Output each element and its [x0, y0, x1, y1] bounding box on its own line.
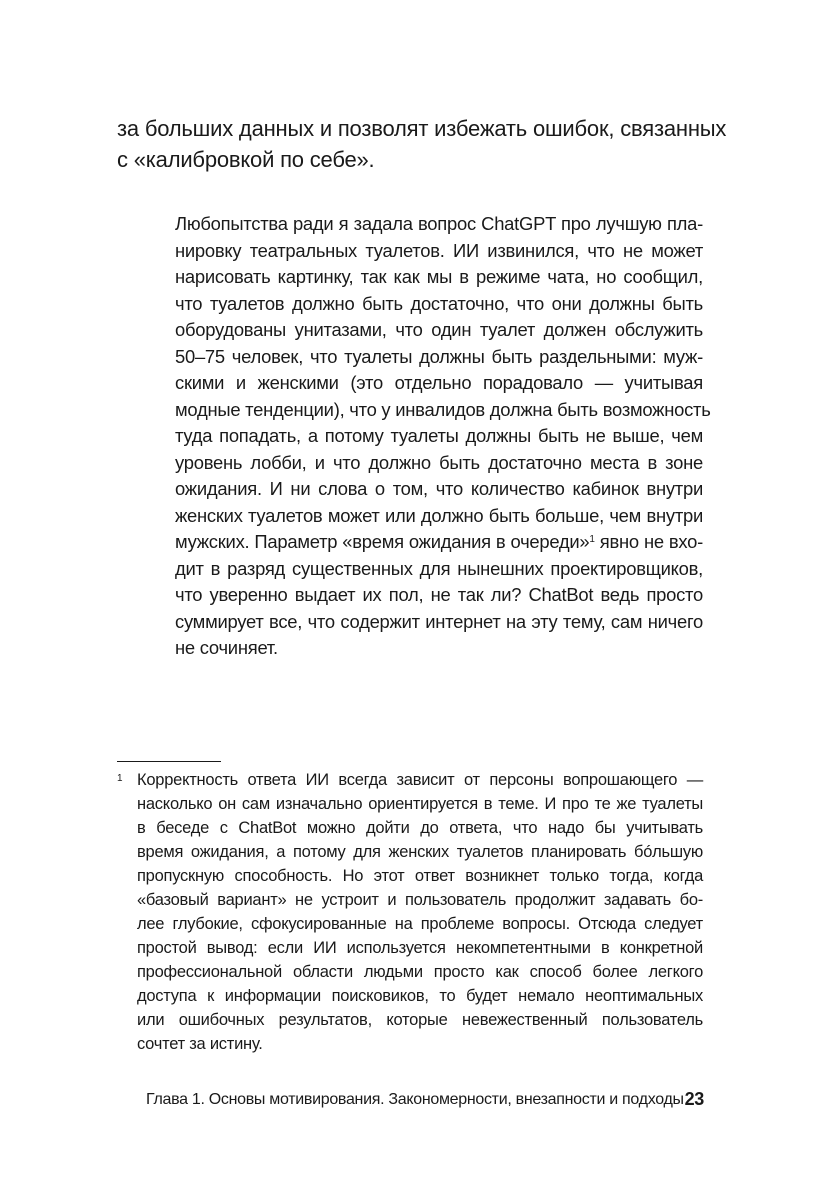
footnote-text-line: пропускную способность. Но этот ответ возникнет только тогда, когда: [137, 867, 703, 885]
footnote-text-line: время ожидания, а потому для женских туалетов планировать бóльшую: [137, 843, 703, 861]
aside-text-line: нарисовать картинку, так как мы в режиме чата, но сообщил,: [175, 266, 703, 287]
footnote-text-line: простой вывод: если ИИ используется некомпетентными в конкретной: [137, 939, 703, 957]
aside-text-line: нировку театральных туалетов. ИИ извинился, что не может: [175, 240, 703, 261]
aside-text-segment: мужских. Параметр «время ожидания в очереди»: [175, 531, 590, 552]
footnote-separator: [117, 761, 221, 762]
footnote-marker: 1: [117, 773, 123, 784]
aside-text-line: оборудованы унитазами, что один туалет должен обслужить: [175, 319, 703, 340]
aside-text-line-with-footnote: [175, 531, 703, 553]
body-text-line: с «калибровкой по себе».: [117, 147, 375, 172]
body-text-line: за больших данных и позволят избежать ошибок, связанных: [117, 116, 727, 141]
aside-text-line: не сочиняет.: [175, 637, 278, 658]
aside-text-line: скими и женскими (это отдельно порадовало — учитывая: [175, 372, 703, 393]
aside-text-line: модные тенденции), что у инвалидов должна быть возможность: [175, 399, 711, 420]
running-footer-title: Глава 1. Основы мотивирования. Закономерности, внезапности и подходы: [146, 1091, 684, 1108]
footnote-text-line: доступа к информации поисковиков, то будет немало неоптимальных: [137, 987, 703, 1005]
footnote-text-line: Корректность ответа ИИ всегда зависит от персоны вопрошающего —: [137, 771, 703, 789]
aside-text-line: женских туалетов может или должно быть больше, чем внутри: [175, 505, 703, 526]
footnote-text-line: сочтет за истину.: [137, 1035, 263, 1053]
aside-text-line: туда попадать, а потому туалеты должны быть не выше, чем: [175, 425, 703, 446]
aside-text-line: уровень лобби, и что должно быть достаточно места в зоне: [175, 452, 703, 473]
footnote-text-line: «базовый вариант» не устроит и пользователь продолжит задавать бо-: [137, 891, 703, 909]
footnote-text-line: в беседе с ChatBot можно дойти до ответа, что надо бы учитывать: [137, 819, 703, 837]
footnote-text-line: лее глубокие, сфокусированные на проблеме вопросы. Отсюда следует: [137, 915, 703, 933]
page-number: 23: [684, 1089, 704, 1109]
aside-text-line: 50–75 человек, что туалеты должны быть раздельными: муж-: [175, 346, 703, 367]
aside-text-line: Любопытства ради я задала вопрос ChatGPT про лучшую пла-: [175, 213, 703, 234]
aside-text-line: суммирует все, что содержит интернет на эту тему, сам ничего: [175, 611, 703, 632]
footnote-text-line: или ошибочных результатов, которые невежественный пользователь: [137, 1011, 703, 1029]
aside-text-line: ожидания. И ни слова о том, что количество кабинок внутри: [175, 478, 703, 499]
footnote-reference[interactable]: 1: [589, 534, 595, 545]
aside-text-segment: явно не вхо-: [594, 531, 704, 552]
aside-text-line: что туалетов должно быть достаточно, что они должны быть: [175, 293, 703, 314]
footnote-text-line: профессиональной области людьми просто как способ более легкого: [137, 963, 703, 981]
aside-text-line: что уверенно выдает их пол, не так ли? ChatBot ведь просто: [175, 584, 703, 605]
footnote-text-line: насколько он сам изначально ориентируется в теме. И про те же туалеты: [137, 795, 703, 813]
aside-text-line: дит в разряд существенных для нынешних проектировщиков,: [175, 558, 703, 579]
